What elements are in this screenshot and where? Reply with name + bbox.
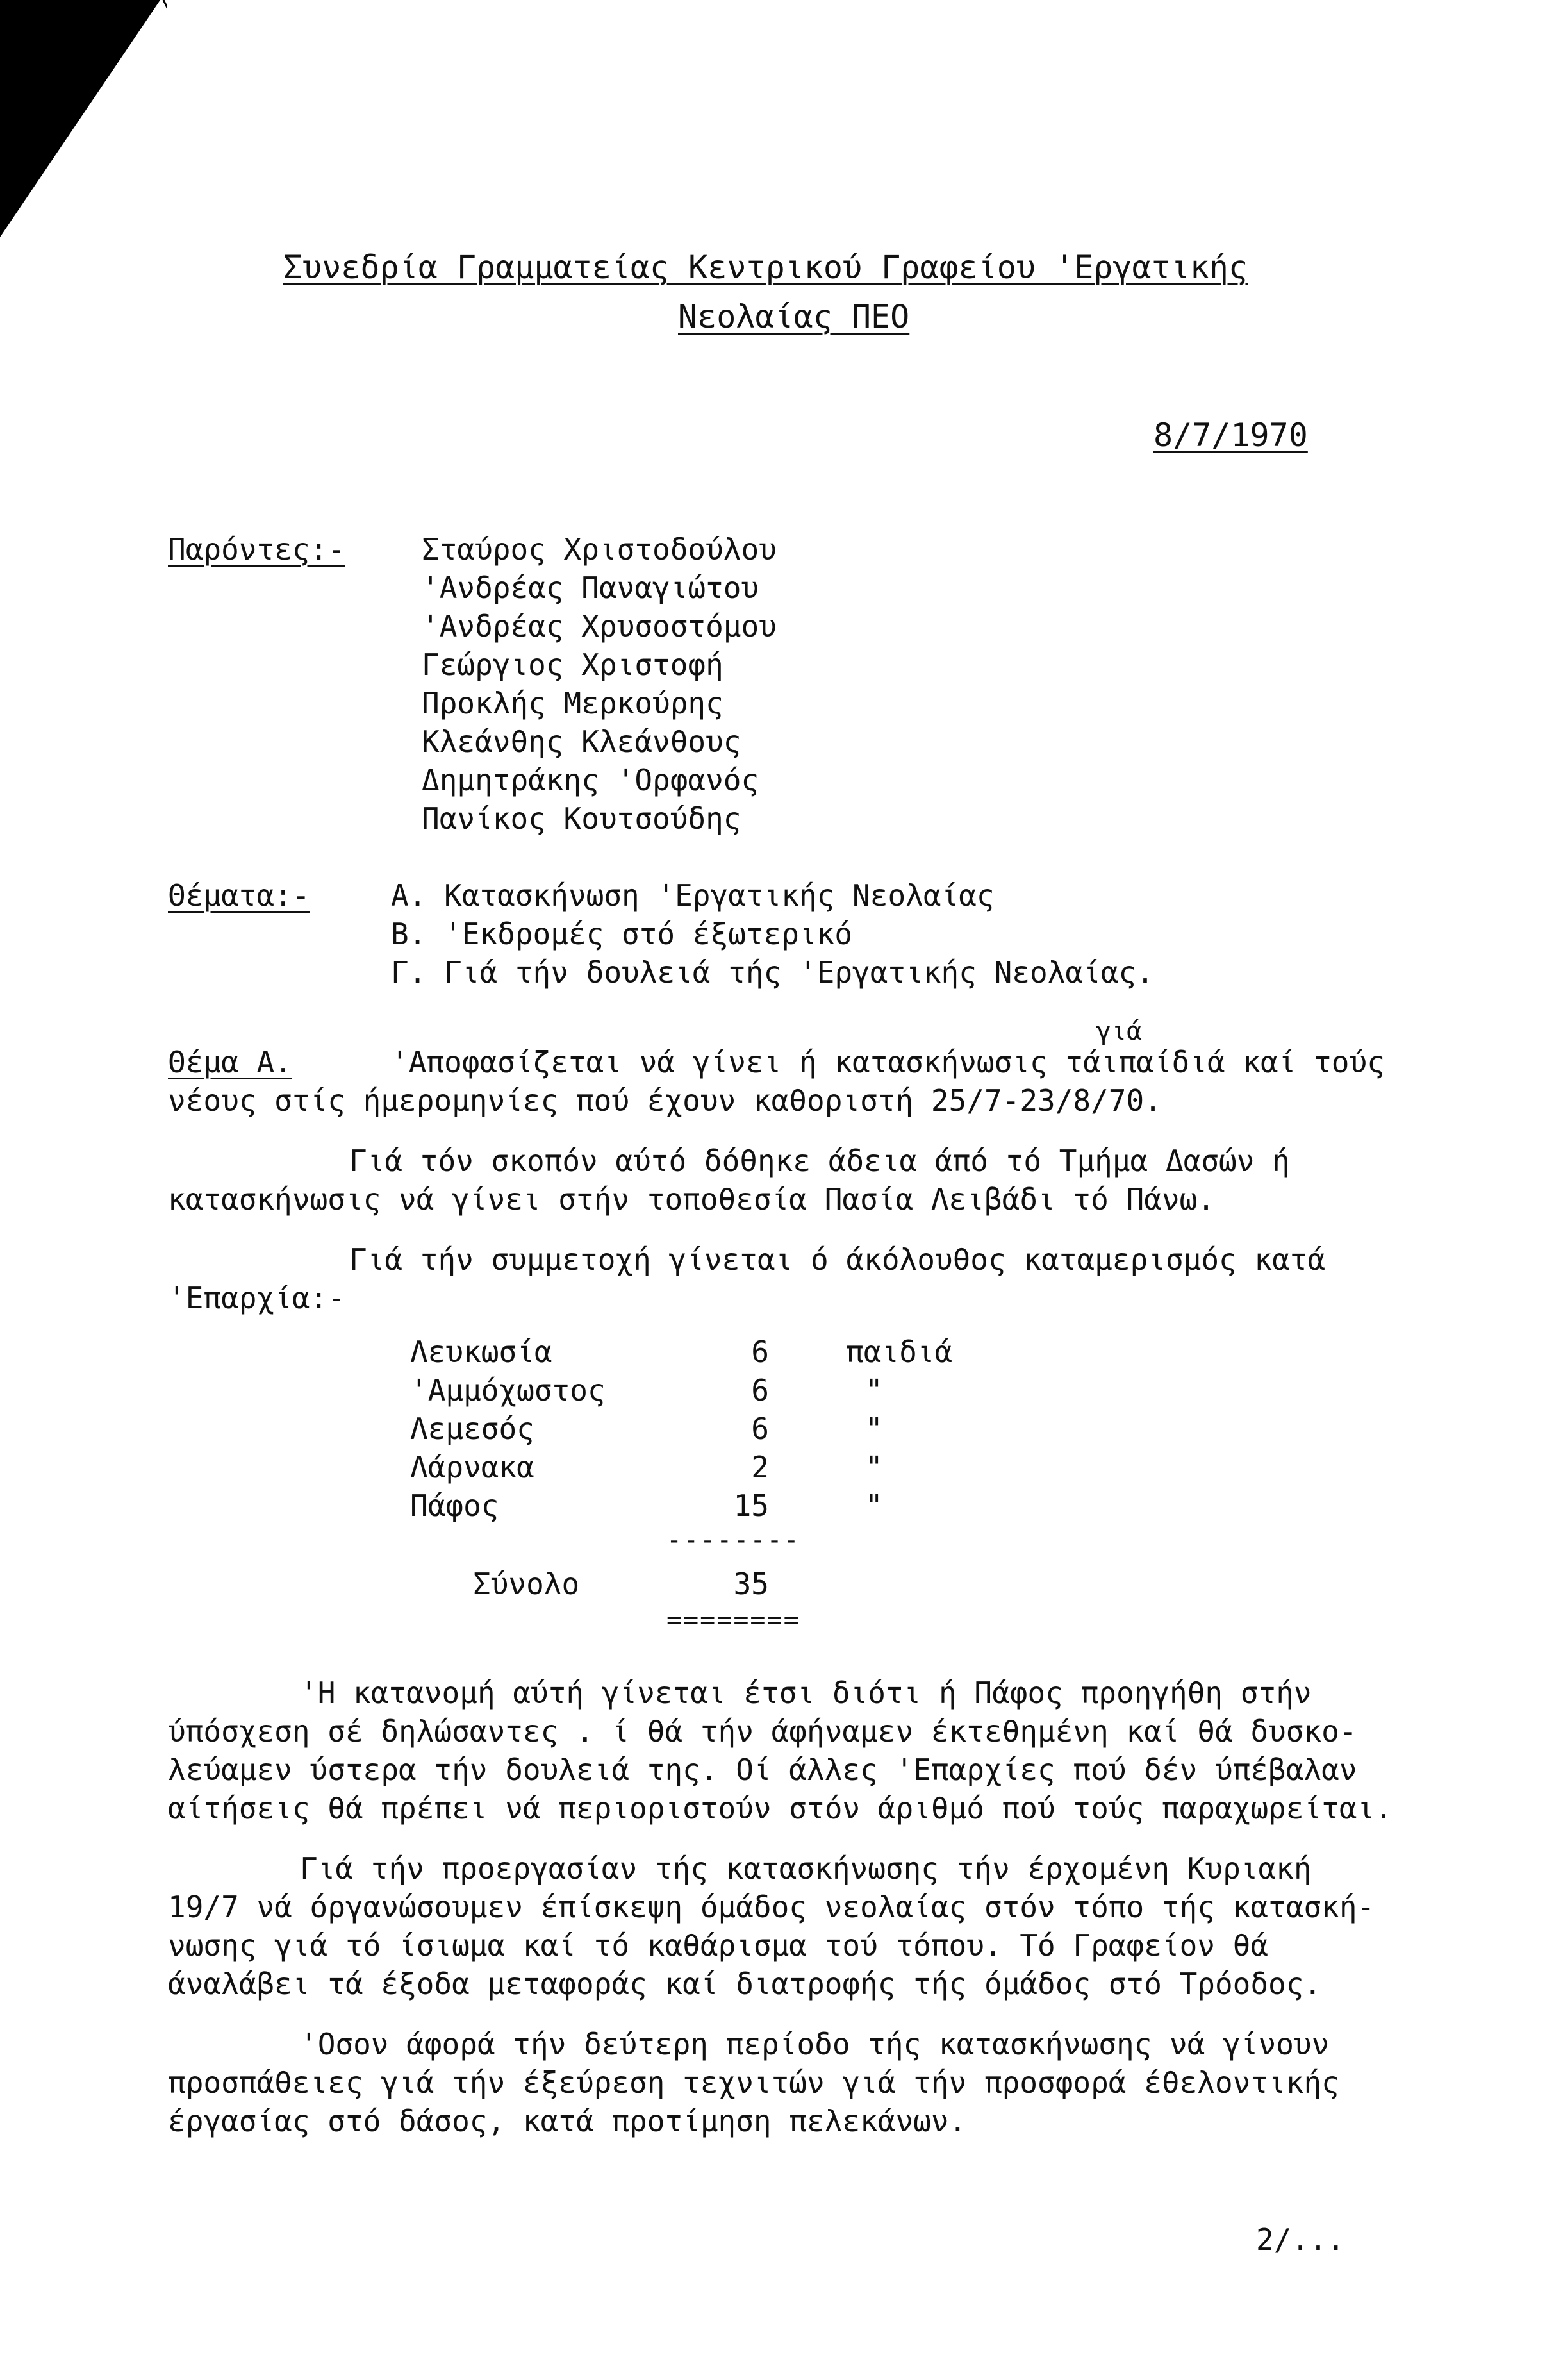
paragraph-line: Γιά τήν προεργασίαν τής κατασκήνωσης τήν έρχομένη Κυριακή xyxy=(300,1851,1312,1886)
paragraph-line: έργασίας στό δάσος, κατά προτίμηση πελεκάνων. xyxy=(168,2104,967,2138)
attendee-name: Δημητράκης 'Ορφανός xyxy=(422,763,759,797)
table-row-unit: παιδιά xyxy=(846,1335,953,1369)
attendee-name: Γεώργιος Χριστοφή xyxy=(422,647,723,682)
table-row-district: Λάρνακα xyxy=(410,1450,534,1485)
paragraph-line: Γιά τόν σκοπόν αύτό δόθηκε άδεια άπό τό Τμήμα Δασών ή xyxy=(349,1144,1290,1178)
table-row-unit: " xyxy=(865,1450,883,1485)
table-row-count: 6 xyxy=(751,1411,769,1446)
topic-item: Α. Κατασκήνωση 'Εργατικής Νεολαίας xyxy=(391,878,995,913)
table-row-district: Λεμεσός xyxy=(410,1411,534,1446)
attendee-name: Κλεάνθης Κλεάνθους xyxy=(422,724,741,759)
table-row-unit: " xyxy=(865,1488,883,1523)
handwritten-insert: γιά xyxy=(1096,1017,1143,1046)
table-row-count: 15 xyxy=(733,1488,769,1523)
topic-a-label: Θέμα Α. xyxy=(168,1045,292,1079)
paragraph-line: νωσης γιά τό ίσιωμα καί τό καθάρισμα τού τόπου. Τό Γραφείον θά xyxy=(168,1928,1269,1963)
total-double-rule: ======== xyxy=(666,1606,800,1635)
total-value: 35 xyxy=(733,1567,769,1601)
topic-item: Β. 'Εκδρομές στό έξωτερικό xyxy=(391,917,853,951)
paragraph-line: προσπάθειες γιά τήν έξεύρεση τεχνιτών γιά τήν προσφορά έθελοντικής xyxy=(168,2065,1339,2100)
attendee-name: Σταύρος Χριστοδούλου xyxy=(422,532,777,567)
table-row-count: 6 xyxy=(751,1335,769,1369)
table-row-district: 'Αμμόχωστος xyxy=(410,1373,606,1408)
page-continuation-marker: 2/... xyxy=(1256,2222,1345,2257)
title-line-2: Νεολαίας ΠΕΟ xyxy=(678,298,910,335)
paragraph-line: Γιά τήν συμμετοχή γίνεται ό άκόλουθος καταμερισμός κατά xyxy=(349,1242,1326,1277)
attendee-name: 'Ανδρέας Χρυσοστόμου xyxy=(422,609,777,644)
attendee-name: 'Ανδρέας Παναγιώτου xyxy=(422,570,759,605)
paragraph-line: νέους στίς ήμερομηνίες πού έχουν καθοριστή 25/7-23/8/70. xyxy=(168,1083,1162,1118)
paragraph-line: ύπόσχεση σέ δηλώσαντες . ί θά τήν άφήναμεν έκτεθημένη καί θά δυσκο- xyxy=(168,1714,1357,1749)
paragraph-line: 'Αποφασίζεται νά γίνει ή κατασκήνωσις τάιπαίδιά καί τούς xyxy=(391,1045,1385,1079)
paragraph-line: αίτήσεις θά πρέπει νά περιοριστούν στόν άριθμό πού τούς παραχωρείται. xyxy=(168,1791,1393,1826)
attendee-name: Προκλής Μερκούρης xyxy=(422,686,723,720)
sum-rule: -------- xyxy=(666,1526,800,1555)
attendee-name: Πανίκος Κουτσούδης xyxy=(422,801,741,836)
paragraph-line: κατασκήνωσις νά γίνει στήν τοποθεσία Πασία Λειβάδι τό Πάνω. xyxy=(168,1182,1215,1217)
topics-label: Θέματα:- xyxy=(168,878,310,913)
table-row-district: Πάφος xyxy=(410,1488,499,1523)
scan-corner-mark xyxy=(0,0,167,237)
table-row-unit: " xyxy=(865,1411,883,1446)
document-date: 8/7/1970 xyxy=(1153,417,1308,454)
title-line-1: Συνεδρία Γραμματείας Κεντρικού Γραφείου 'Εργατικής xyxy=(283,249,1248,286)
table-row-district: Λευκωσία xyxy=(410,1335,552,1369)
paragraph-line: 'Οσον άφορά τήν δεύτερη περίοδο τής κατασκήνωσης νά γίνουν xyxy=(300,2027,1330,2061)
topic-item: Γ. Γιά τήν δουλειά τής 'Εργατικής Νεολαίας. xyxy=(391,955,1154,990)
attendees-label: Παρόντες:- xyxy=(168,532,345,567)
paragraph-line: 19/7 νά όργανώσουμεν έπίσκεψη όμάδος νεολαίας στόν τόπο τής κατασκή- xyxy=(168,1890,1375,1924)
paragraph-line: άναλάβει τά έξοδα μεταφοράς καί διατροφής τής όμάδος στό Τρόοδος. xyxy=(168,1967,1322,2001)
table-row-count: 6 xyxy=(751,1373,769,1408)
table-row-unit: " xyxy=(865,1373,883,1408)
paragraph-line: 'Επαρχία:- xyxy=(168,1281,345,1315)
paragraph-line: 'Η κατανομή αύτή γίνεται έτσι διότι ή Πάφος προηγήθη στήν xyxy=(300,1676,1312,1710)
total-label: Σύνολο xyxy=(473,1567,580,1601)
paragraph-line: λεύαμεν ύστερα τήν δουλειά της. Οί άλλες 'Επαρχίες πού δέν ύπέβαλαν xyxy=(168,1752,1357,1787)
table-row-count: 2 xyxy=(751,1450,769,1485)
